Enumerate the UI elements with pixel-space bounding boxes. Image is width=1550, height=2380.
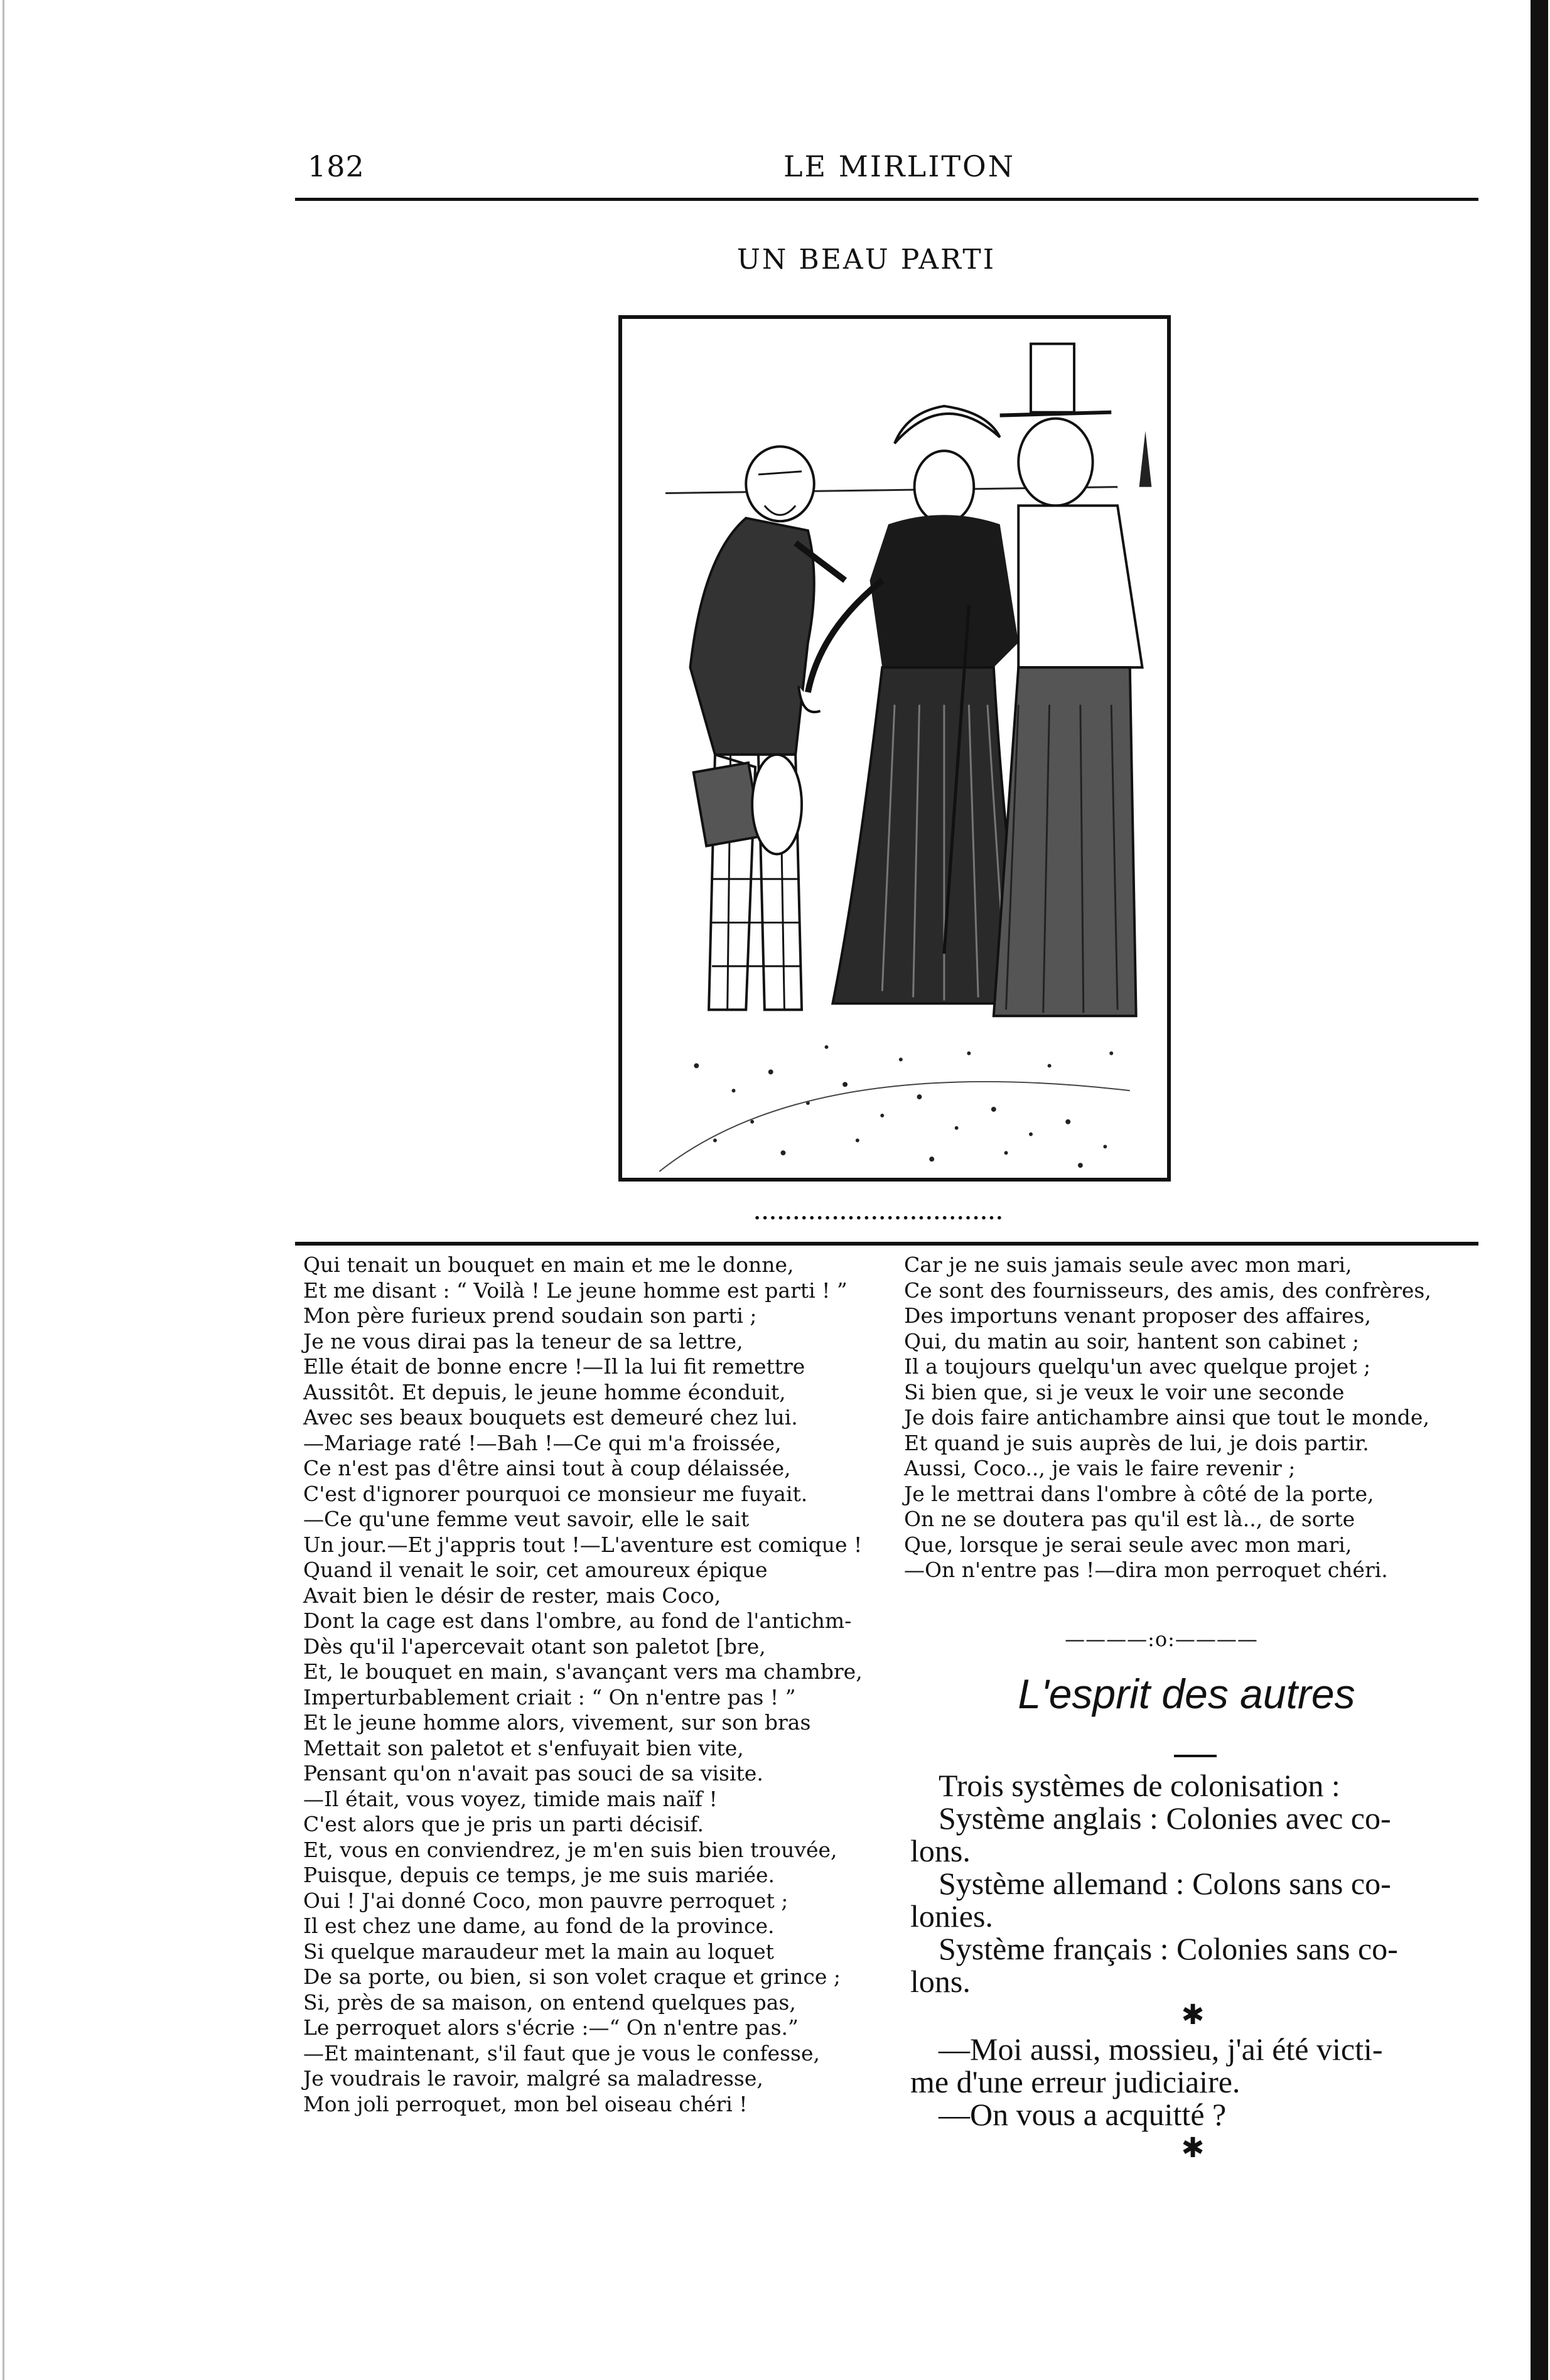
poem-line: Et le jeune homme alors, vivement, sur son bras xyxy=(303,1710,811,1735)
poem-line: Pensant qu'on n'avait pas souci de sa visite. xyxy=(303,1761,763,1785)
poem-line: Ce sont des fournisseurs, des amis, des confrères, xyxy=(904,1278,1431,1303)
poem-line: Que, lorsque je serai seule avec mon mari, xyxy=(904,1532,1352,1557)
poem-line: Et me disant : “ Voilà ! Le jeune homme est parti ! ” xyxy=(303,1278,848,1303)
poem-line: —Il était, vous voyez, timide mais naïf ! xyxy=(303,1786,718,1811)
poem-line: Car je ne suis jamais seule avec mon mari, xyxy=(904,1252,1352,1277)
asterism-icon: ✱ xyxy=(1181,2133,1205,2163)
illustration-engraving xyxy=(618,315,1171,1182)
poem-line: On ne se doutera pas qu'il est là.., de sorte xyxy=(904,1507,1355,1531)
esprit-line: lonies. xyxy=(910,1898,993,1934)
dot-leader: ................................ xyxy=(753,1202,1004,1224)
page-number: 182 xyxy=(308,149,365,183)
poem-left-column xyxy=(303,1252,893,2117)
poem-line: Imperturbablement criait : “ On n'entre pas ! ” xyxy=(303,1684,796,1710)
poem-right-column xyxy=(904,1252,1475,1583)
poem-title: UN BEAU PARTI xyxy=(736,244,996,276)
section-heading: L'esprit des autres xyxy=(1018,1671,1355,1717)
poem-line: Quand il venait le soir, cet amoureux épique xyxy=(303,1558,768,1582)
poem-line: C'est d'ignorer pourquoi ce monsieur me fuyait. xyxy=(303,1481,808,1506)
esprit-line: lons. xyxy=(910,1964,971,1999)
poem-line: —Et maintenant, s'il faut que je vous le confesse, xyxy=(303,2040,820,2065)
poem-line: C'est alors que je pris un parti décisif. xyxy=(303,1812,704,1836)
esprit-line: Système anglais : Colonies avec co- xyxy=(939,1801,1391,1836)
poem-line: Ce n'est pas d'être ainsi tout à coup délaissée, xyxy=(303,1456,791,1480)
poem-line: Aussi, Coco.., je vais le faire revenir ; xyxy=(904,1456,1296,1480)
poem-line: Mon père furieux prend soudain son parti ; xyxy=(303,1303,757,1328)
esprit-line: Système français : Colonies sans co- xyxy=(939,1931,1398,1966)
poem-line: Qui, du matin au soir, hantent son cabinet ; xyxy=(904,1328,1360,1354)
poem-line: Dont la cage est dans l'ombre, au fond de l'antichm- xyxy=(303,1608,852,1633)
poem-line: Avec ses beaux bouquets est demeuré chez lui. xyxy=(303,1405,798,1430)
esprit-line: Trois systèmes de colonisation : xyxy=(939,1768,1340,1803)
poem-line: Je ne vous dirai pas la teneur de sa lettre, xyxy=(303,1328,743,1354)
esprit-line: —On vous a acquitté ? xyxy=(939,2097,1227,2132)
poem-line: Il est chez une dame, au fond de la province. xyxy=(303,1914,775,1938)
poem-line: Des importuns venant proposer des affaires, xyxy=(904,1303,1371,1328)
poem-line: —Mariage raté !—Bah !—Ce qui m'a froissée, xyxy=(303,1430,782,1455)
heading-short-rule xyxy=(1174,1755,1217,1757)
header-rule xyxy=(295,198,1478,201)
poem-line: Elle était de bonne encre !—Il la lui fit remettre xyxy=(303,1354,805,1379)
poem-line: Dès qu'il l'apercevait otant son paletot [bre, xyxy=(303,1634,766,1659)
poem-line: Avait bien le désir de rester, mais Coco, xyxy=(303,1583,721,1608)
poem-line: Il a toujours quelqu'un avec quelque projet ; xyxy=(904,1354,1371,1379)
esprit-line: me d'une erreur judiciaire. xyxy=(910,2064,1241,2099)
poem-line: Et, le bouquet en main, s'avançant vers ma chambre, xyxy=(303,1659,863,1684)
poem-line: Si, près de sa maison, on entend quelques pas, xyxy=(303,1990,796,2015)
poem-line: Je le mettrai dans l'ombre à côté de la porte, xyxy=(904,1481,1374,1506)
poem-line: Un jour.—Et j'appris tout !—L'aventure est comique ! xyxy=(303,1532,863,1557)
end-ornament: ————:o:———— xyxy=(1065,1627,1258,1651)
illustration-drawing xyxy=(622,319,1167,1178)
poem-line: Puisque, depuis ce temps, je me suis mariée. xyxy=(303,1863,775,1887)
esprit-section xyxy=(910,1769,1475,2166)
poem-line: Mon joli perroquet, mon bel oiseau chéri ! xyxy=(303,2091,748,2116)
poem-line: Aussitôt. Et depuis, le jeune homme éconduit, xyxy=(303,1379,786,1404)
poem-line: —Ce qu'une femme veut savoir, elle le sait xyxy=(303,1507,750,1531)
poem-line: Et, vous en conviendrez, je m'en suis bien trouvée, xyxy=(303,1837,837,1862)
poem-line: Et quand je suis auprès de lui, je dois partir. xyxy=(904,1430,1369,1455)
asterism-icon: ✱ xyxy=(1181,2000,1205,2030)
poem-line: Mettait son paletot et s'enfuyait bien vite, xyxy=(303,1735,744,1760)
esprit-line: lons. xyxy=(910,1833,971,1868)
poem-line: —On n'entre pas !—dira mon perroquet chéri. xyxy=(904,1558,1388,1582)
poem-line: Je dois faire antichambre ainsi que tout le monde, xyxy=(904,1405,1429,1430)
esprit-line: —Moi aussi, mossieu, j'ai été victi- xyxy=(939,2032,1383,2067)
poem-line: Qui tenait un bouquet en main et me le donne, xyxy=(303,1252,794,1277)
esprit-line: Système allemand : Colons sans co- xyxy=(939,1866,1391,1901)
poem-line: Si bien que, si je veux le voir une seconde xyxy=(904,1379,1345,1404)
poem-line: Si quelque maraudeur met la main au loquet xyxy=(303,1939,774,1964)
poem-line: De sa porte, ou bien, si son volet craque et grince ; xyxy=(303,1964,841,1989)
section-rule xyxy=(295,1242,1478,1246)
running-title: LE MIRLITON xyxy=(783,149,1016,183)
poem-line: Oui ! J'ai donné Coco, mon pauvre perroquet ; xyxy=(303,1888,788,1913)
poem-line: Je voudrais le ravoir, malgré sa maladresse, xyxy=(303,2066,763,2091)
page-binding-border xyxy=(1531,0,1548,2380)
poem-line: Le perroquet alors s'écrie :—“ On n'entre pas.” xyxy=(303,2015,799,2040)
page-left-edge xyxy=(3,0,4,2380)
